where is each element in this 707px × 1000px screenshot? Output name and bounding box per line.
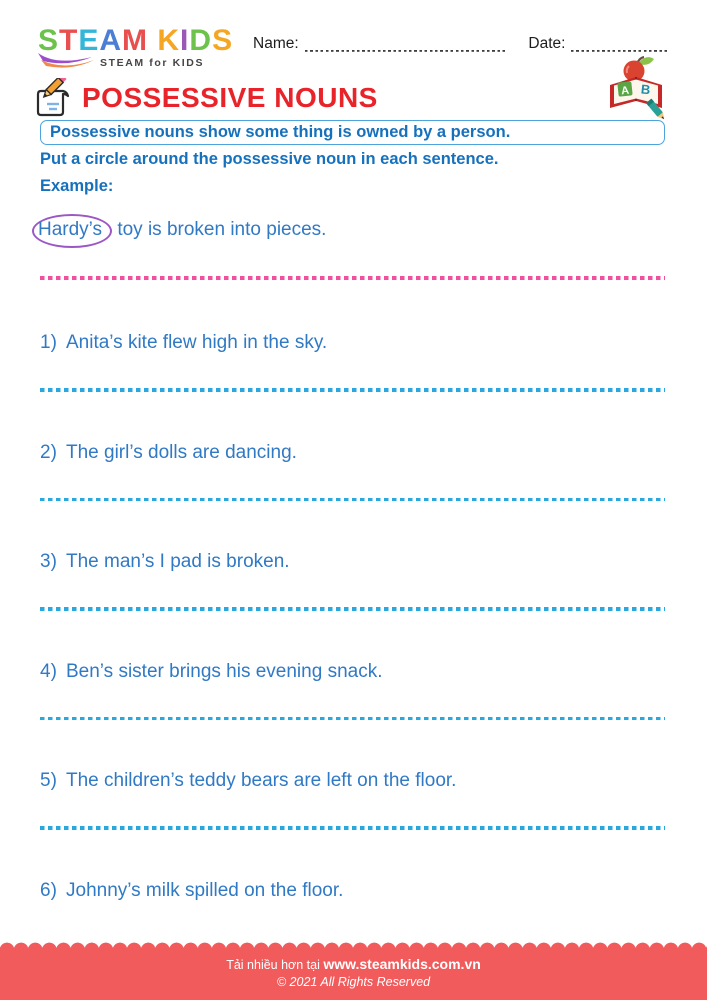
abc-book-icon [603,56,670,120]
svg-text:A: A [620,84,630,98]
sentence-row [40,878,665,904]
sentence-row [40,659,665,685]
definition-box [40,120,665,145]
page-title: POSSESSIVE NOUNS [82,82,378,113]
footer-scallop-edge [0,938,707,950]
sentence-number: 3) [40,551,57,573]
instruction-text: Put a circle around the possessive noun in each sentence. [40,150,499,168]
sentence-number: 1) [40,332,57,353]
section-divider [40,607,665,611]
pencil-paper-icon [36,78,76,118]
name-blank-line [305,38,507,52]
svg-text:B: B [640,81,652,98]
sentence-text: The man’s I pad is broken. [66,551,290,573]
sentence-text: The girl’s dolls are dancing. [66,441,297,463]
sentence-row [40,768,665,794]
sentence-row [40,549,665,575]
date-blank-line [571,38,667,52]
title-row [36,78,378,118]
sentence-row [40,440,665,466]
example-divider [40,276,665,280]
sentence-text: Johnny’s milk spilled on the floor. [66,879,344,901]
circled-possessive-noun: Hardy’s [32,214,112,248]
logo-letter [148,24,157,57]
footer-prefix: Tải nhiều hơn tại [226,958,324,972]
section-divider [40,826,665,830]
logo-letter: M [122,24,149,57]
section-divider [40,717,665,721]
logo-letter: S [212,24,234,57]
name-label: Name: [253,35,299,52]
logo-subtitle: STEAM for KIDS [100,57,205,69]
logo-letter: A [99,24,123,57]
sentence-number: 4) [40,660,57,682]
footer-copyright: © 2021 All Rights Reserved [276,975,431,989]
logo-letter: S [38,24,60,57]
example-label: Example: [40,177,114,195]
date-label: Date: [528,35,566,52]
sentence-number: 6) [40,879,57,901]
sentence-number: 2) [40,441,57,463]
footer [0,950,707,1000]
section-divider [40,388,665,392]
sentence-number: 5) [40,770,57,792]
logo-letter: K [157,24,181,57]
sentence-text: Anita’s kite flew high in the sky. [66,332,328,353]
footer-website-link[interactable]: www.steamkids.com.vn [323,956,481,972]
logo-letter: D [189,24,213,57]
sentence-list [40,310,665,904]
sentence-row [40,330,665,356]
name-date-row [253,36,667,52]
section-divider [40,498,665,502]
logo-swoosh-icon [36,52,96,70]
sentence-text: The children’s teddy bears are left on the floor. [66,770,457,792]
logo-letter: E [78,24,100,57]
example-sentence [40,214,326,248]
footer-download-line [0,950,707,972]
example-sentence-rest: toy is broken into pieces. [112,219,327,240]
definition-text: Possessive nouns show some thing is owned by a person. [50,123,511,141]
logo-letter: I [180,24,190,57]
logo-letter: T [59,24,79,57]
steam-kids-logo [38,26,258,74]
sentence-text: Ben’s sister brings his evening snack. [66,660,383,682]
